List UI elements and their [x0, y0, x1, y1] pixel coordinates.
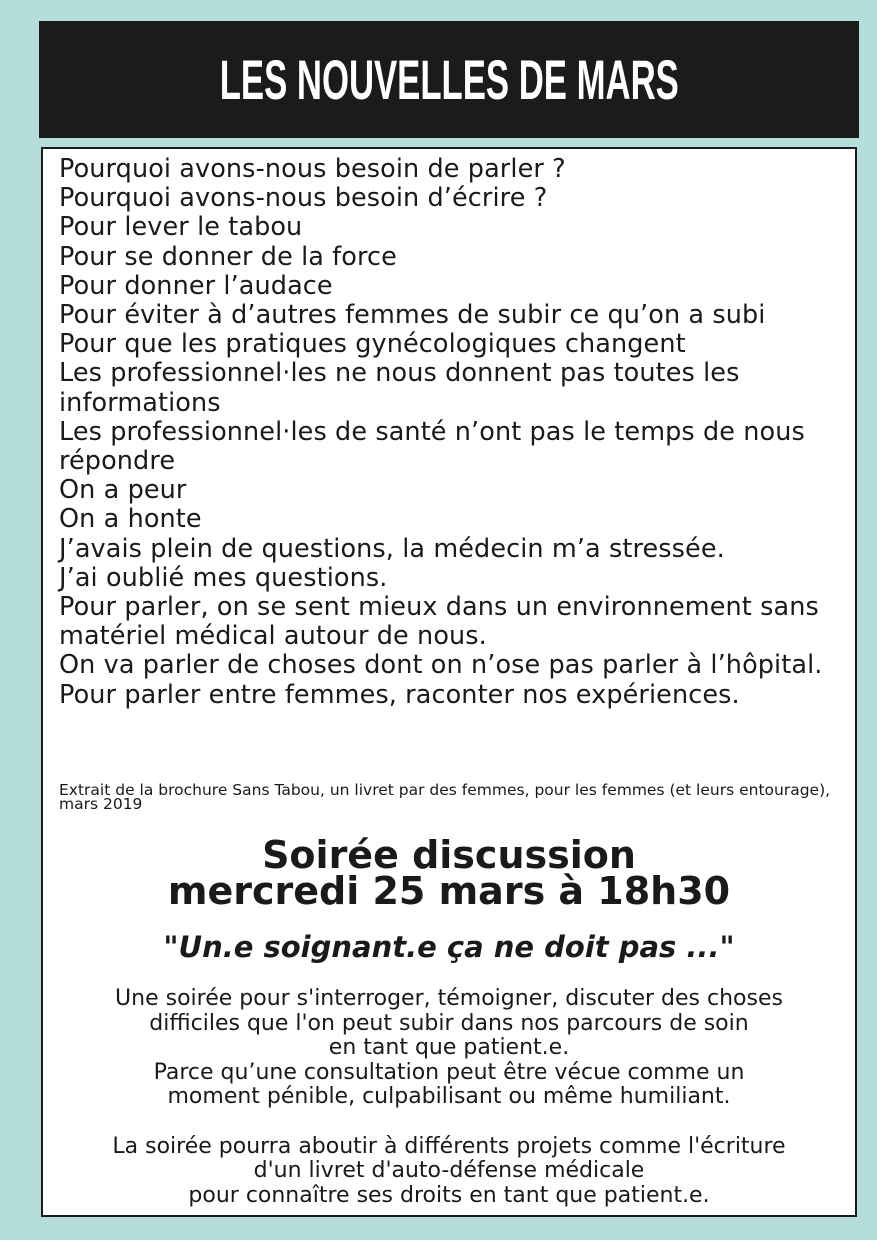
- event-title: Soirée discussion: [262, 833, 636, 877]
- quote-line: Les professionnel·les de santé n’ont pas le temps de nous répondre: [59, 416, 805, 477]
- quote-line: On a peur: [59, 475, 187, 506]
- description-line: moment pénible, culpabilisant ou même humiliant.: [167, 1084, 731, 1110]
- quote-line: Pour se donner de la force: [59, 241, 397, 272]
- description-line: Une soirée pour s'interroger, témoigner, discuter des choses: [115, 986, 783, 1011]
- paragraph-gap: [43, 1110, 855, 1135]
- description-line: La soirée pourra aboutir à différents projets comme l'écriture: [112, 1133, 786, 1159]
- quote-line: Pour parler entre femmes, raconter nos expériences.: [59, 679, 740, 710]
- header-banner: [39, 21, 859, 138]
- description-line: Parce qu’une consultation peut être vécue comme un: [153, 1059, 745, 1085]
- event-description: [43, 987, 855, 1208]
- description-line: pour connaître ses droits en tant que patient.e.: [188, 1182, 710, 1208]
- description-line: en tant que patient.e.: [328, 1035, 570, 1061]
- event-tagline: "Un.e soignant.e ça ne doit pas ...": [163, 930, 735, 964]
- event-date: mercredi 25 mars à 18h30: [167, 869, 731, 913]
- quote-line: Pour que les pratiques gynécologiques changent: [59, 329, 686, 360]
- quote-line: On va parler de choses dont on n’ose pas parler à l’hôpital.: [59, 650, 823, 681]
- quote-line: Pour parler, on se sent mieux dans un environnement sans matériel médical autour de nous.: [59, 592, 819, 652]
- quote-line: Pourquoi avons-nous besoin d’écrire ?: [59, 183, 548, 214]
- quote-line: J’avais plein de questions, la médecin m’a stressée.: [59, 533, 725, 564]
- quote-list: [59, 155, 849, 710]
- description-line: d'un livret d'auto-défense médicale: [253, 1158, 645, 1184]
- quote-line: J’ai oublié mes questions.: [59, 562, 388, 593]
- quote-line: Les professionnel·les ne nous donnent pas toutes les informations: [59, 358, 740, 418]
- quote-line: On a honte: [59, 504, 202, 535]
- description-line: difficiles que l'on peut subir dans nos parcours de soin: [149, 1010, 749, 1036]
- page-title: LES NOUVELLES DE MARS: [219, 48, 679, 111]
- content-panel: [41, 147, 857, 1217]
- quote-line: Pour donner l’audace: [59, 270, 333, 301]
- source-citation: Extrait de la brochure Sans Tabou, un livret par des femmes, pour les femmes (et leurs entourage), mars 2019: [59, 781, 831, 813]
- quote-line: Pour lever le tabou: [59, 212, 303, 243]
- event-heading: [43, 833, 855, 913]
- quote-line: Pourquoi avons-nous besoin de parler ?: [59, 154, 566, 184]
- quote-line: Pour éviter à d’autres femmes de subir ce qu’on a subi: [59, 300, 766, 331]
